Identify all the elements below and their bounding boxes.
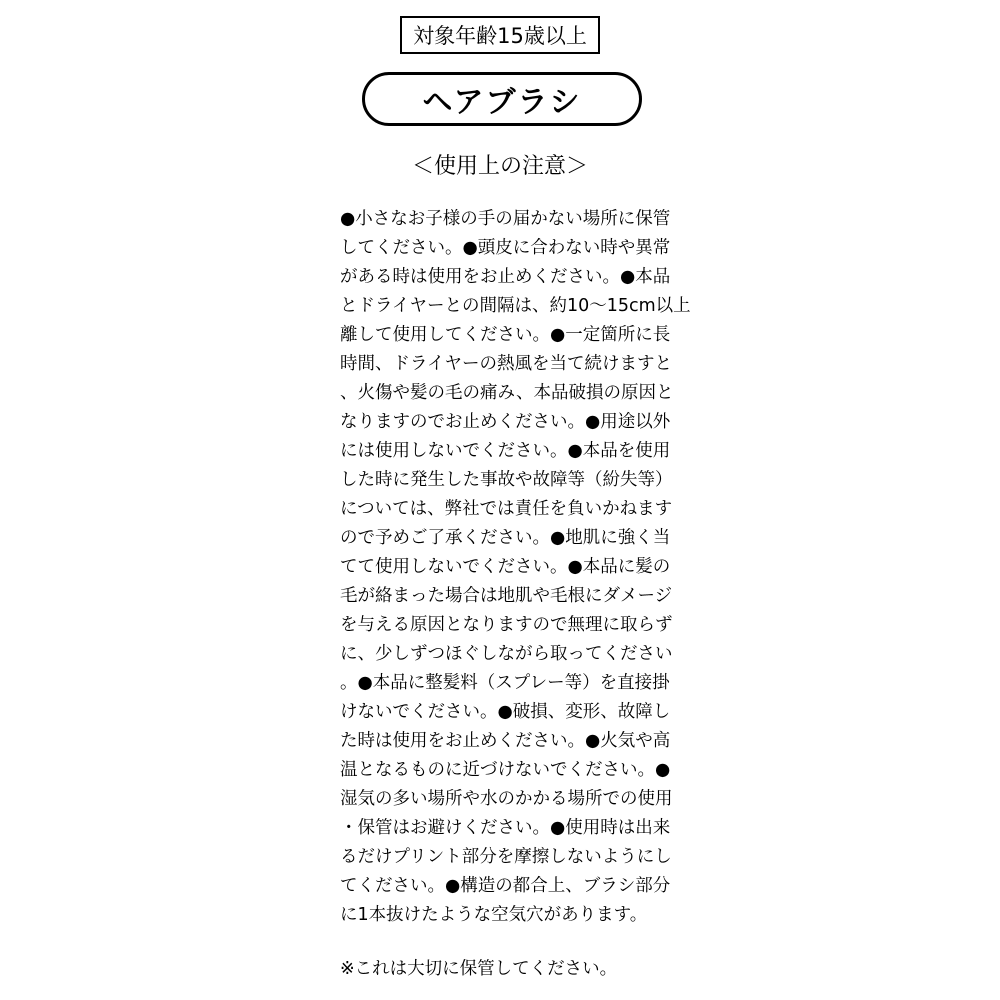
caution-line: た時は使用をお止めください。●火気や高 [340,731,671,751]
caution-line: がある時は使用をお止めください。●本品 [340,267,671,287]
caution-line: 毛が絡まった場合は地肌や毛根にダメージ [340,586,673,606]
caution-line: ●小さなお子様の手の届かない場所に保管 [340,209,671,229]
caution-line: には使用しないでください。●本品を使用 [340,441,671,461]
caution-line: 。●本品に整髪料（スプレー等）を直接掛 [340,673,670,693]
section-heading: ＜使用上の注意＞ [411,154,588,179]
caution-line: とドライヤーとの間隔は、約10〜15cm以上 [340,296,691,316]
caution-line: るだけプリント部分を摩擦しないようにし [340,847,672,867]
caution-line: に1本抜けたような空気穴があります。 [340,905,648,925]
caution-line: を与える原因となりますので無理に取らず [340,615,673,635]
caution-line: 湿気の多い場所や水のかかる場所での使用 [340,789,673,809]
caution-line: した時に発生した事故や故障等（紛失等） [340,470,673,490]
caution-line: 離して使用してください。●一定箇所に長 [340,325,671,345]
caution-line: については、弊社では責任を負いかねます [340,499,673,519]
caution-text [340,205,691,930]
caution-line: ・保管はお避けください。●使用時は出来 [340,818,671,838]
caution-line: 、火傷や髪の毛の痛み、本品破損の原因と [340,383,674,403]
age-label: 対象年齢15歳以上 [400,16,600,54]
caution-line: ので予めご了承ください。●地肌に強く当 [340,528,671,548]
footnote: ※これは大切に保管してください。 [340,959,618,979]
caution-line: 温となるものに近づけないでください。● [340,760,671,780]
caution-line: けないでください。●破損、変形、故障し [340,702,671,722]
caution-line: てください。●構造の都合上、ブラシ部分 [340,876,671,896]
caution-line: 時間、ドライヤーの熱風を当て続けますと [340,354,672,374]
caution-line: に、少しずつほぐしながら取ってください [340,644,673,664]
product-title: ヘアブラシ [362,72,642,126]
caution-line: なりますのでお止めください。●用途以外 [340,412,671,432]
caution-line: てて使用しないでください。●本品に髪の [340,557,671,577]
caution-line: してください。●頭皮に合わない時や異常 [340,238,671,258]
